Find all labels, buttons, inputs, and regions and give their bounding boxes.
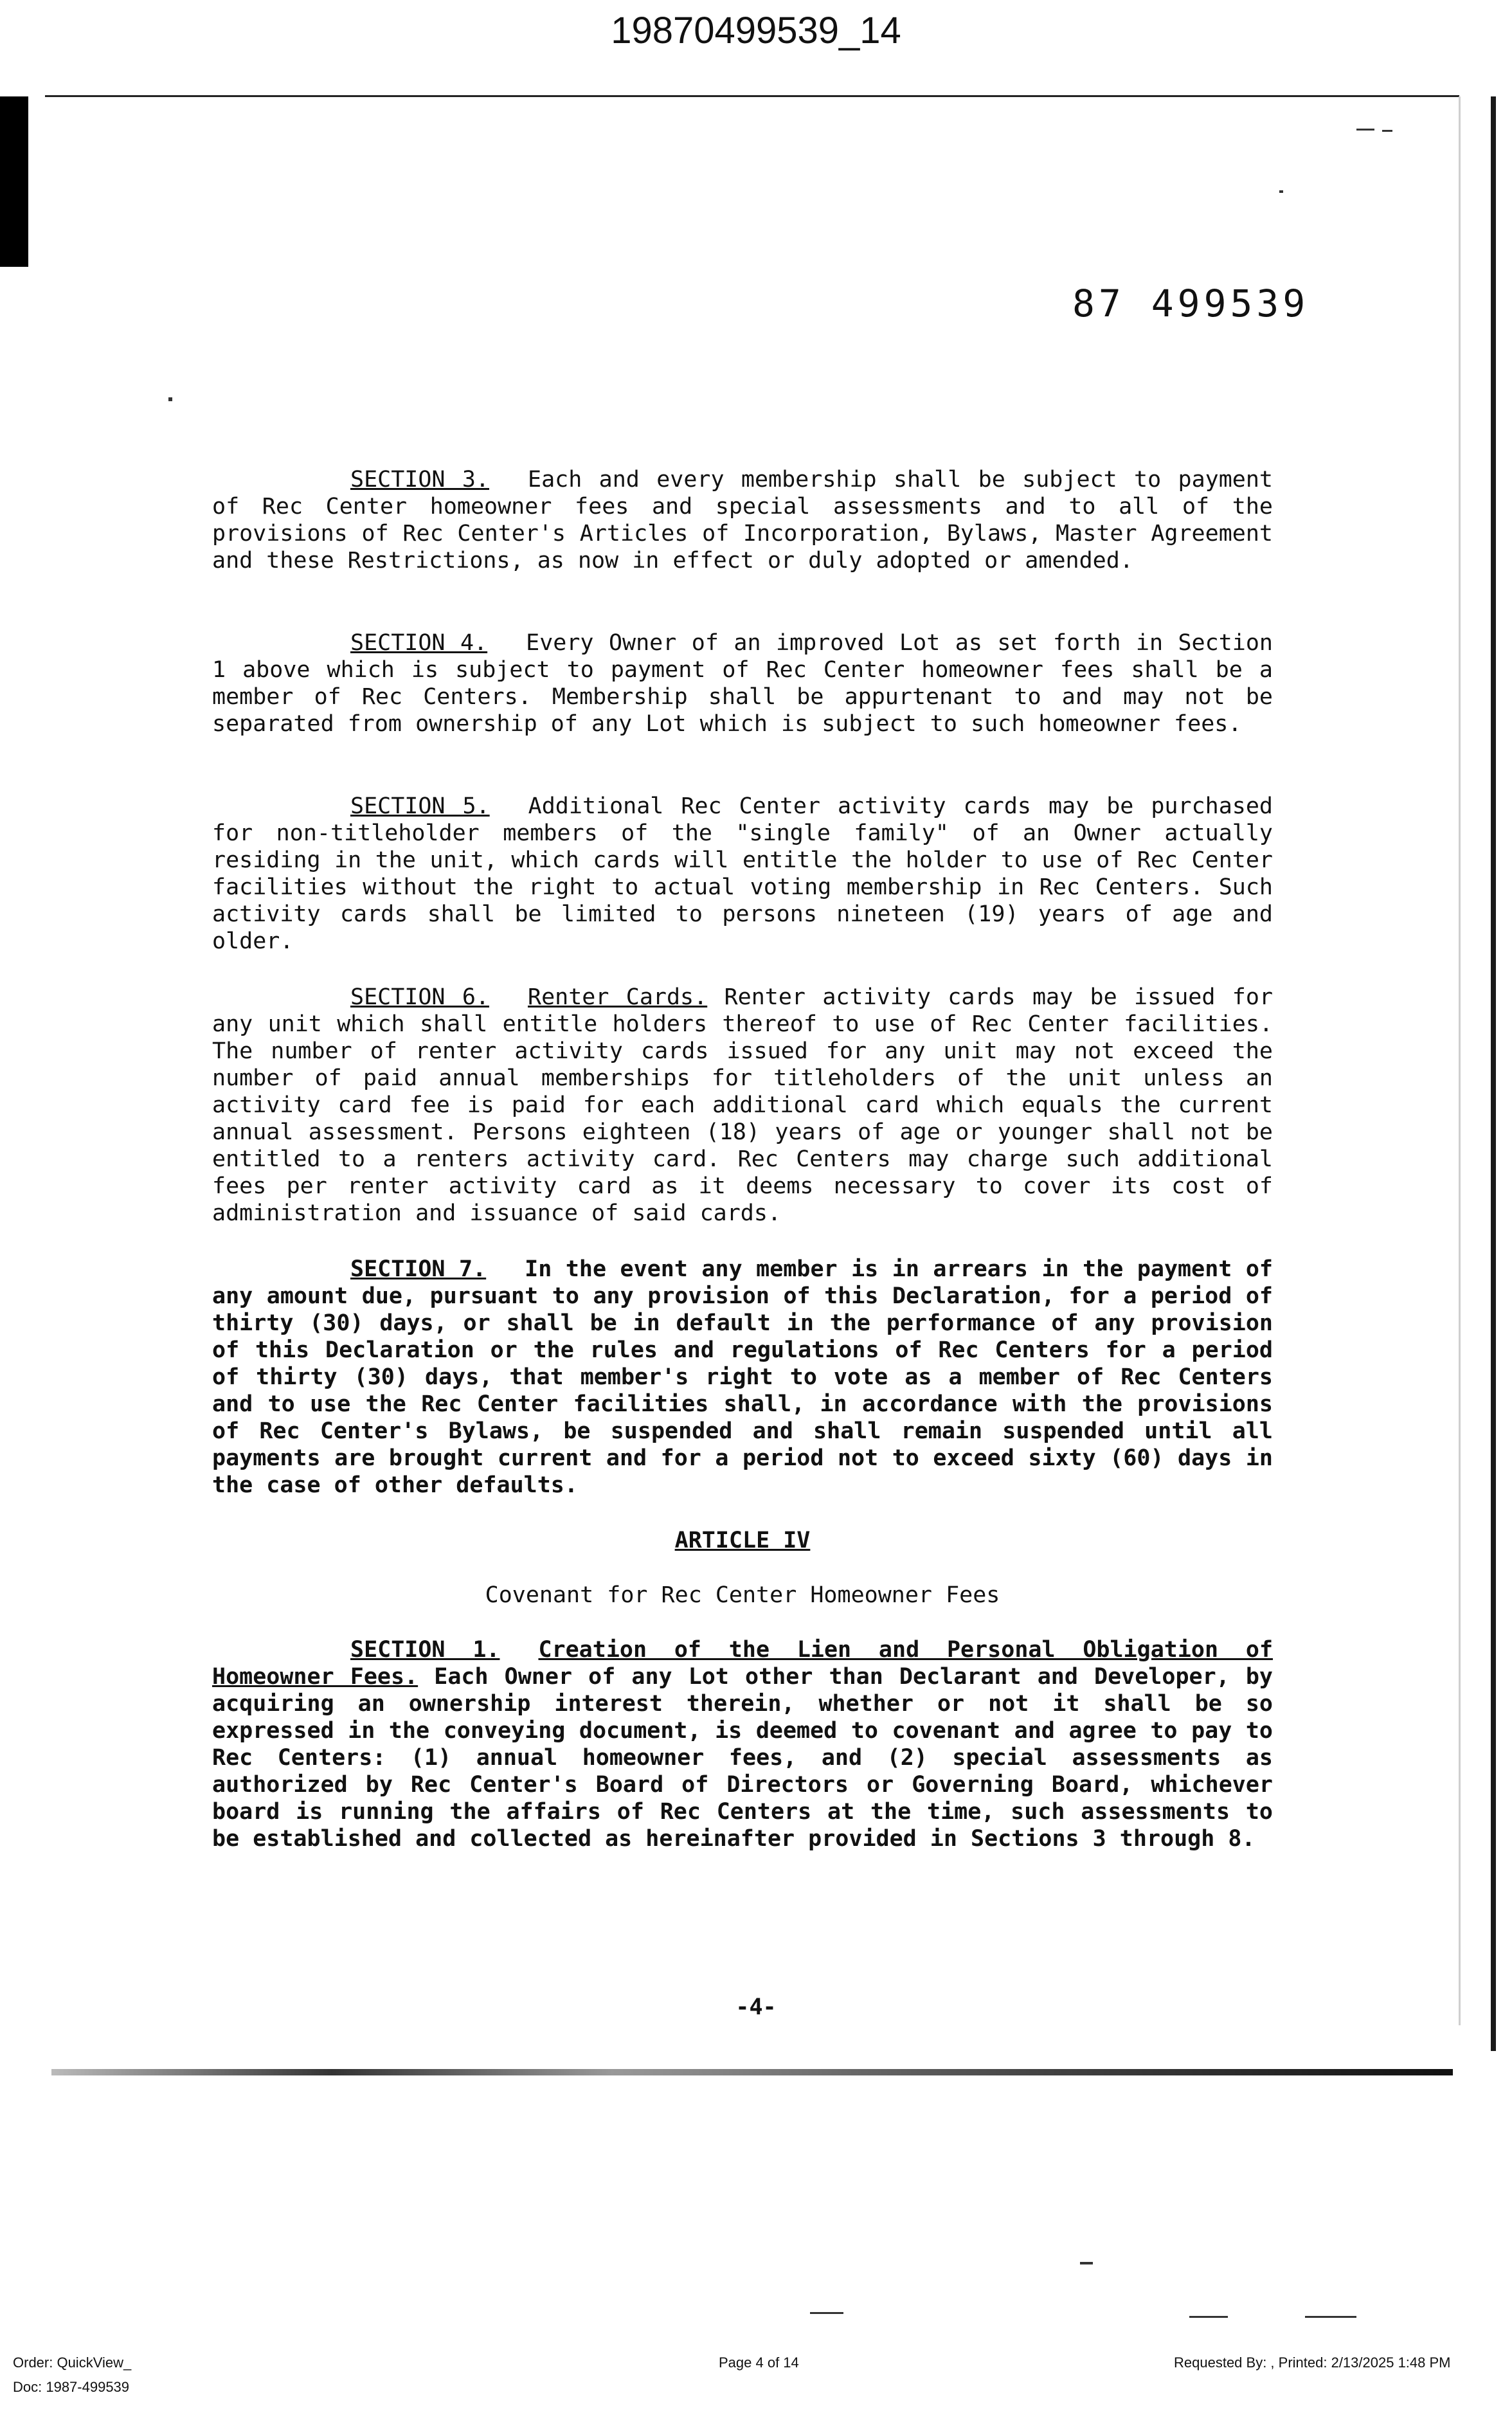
scan-speck xyxy=(1356,129,1374,131)
header-divider xyxy=(45,95,1459,97)
footer-requested: Requested By: , Printed: 2/13/2025 1:48 PM xyxy=(1174,2354,1451,2371)
footer-order: Order: QuickView_ xyxy=(13,2354,132,2371)
footer-doc: Doc: 1987-499539 xyxy=(13,2379,130,2395)
article-subtitle: Covenant for Rec Center Homeowner Fees xyxy=(485,1582,1000,1608)
article-section-1-text: Each Owner of any Lot other than Declarant and Developer, by acquiring an ownership interest therein, whether or not it shall be so expressed in the conveying document, is deemed to covenant and agree to pay to Rec Centers: (1) annual homeowner fees, and (2) special assessments as authorized by Rec Center's Board of Directors or Governing Board, whichever board is running the affairs of Rec Centers at the time, such assessments to be established and collected as hereinafter provided in Sections 3 through 8. xyxy=(212,1664,1273,1852)
section-4 xyxy=(212,629,1273,737)
recording-number: 87 499539 xyxy=(1072,282,1310,325)
scan-speck xyxy=(168,397,172,401)
section-4-text: Every Owner of an improved Lot as set forth in Section 1 above which is subject to payment of Rec Center homeowner fees shall be a member of Rec Centers. Membership shall be appurtenant to and may not be separated from ownership of any Lot which is subject to such homeowner fees. xyxy=(212,630,1273,737)
scan-bottom-smear xyxy=(51,2069,1453,2075)
scan-speck xyxy=(1305,2316,1356,2318)
section-6-text: Renter activity cards may be issued for any unit which shall entitle holders thereof to use of Rec Center facilities. The number of renter activity cards issued for any unit may not exceed the number of paid annual memberships for titleholders of the unit unless an activity card fee is paid for each additional card which equals the current annual assessment. Persons eighteen (18) years of age or younger shall not be entitled to a renters activity card. Rec Centers may charge such additional fees per renter activity card as it deems necessary to cover its cost of administration and issuance of said cards. xyxy=(212,984,1274,1226)
document-id-header: 19870499539_14 xyxy=(611,10,901,51)
scan-right-margin-line xyxy=(1459,96,1461,2025)
section-6-title: Renter Cards. xyxy=(528,984,708,1010)
section-5-text: Additional Rec Center activity cards may be purchased for non-titleholder members of the "single family" of an Owner actually residing in the unit, which cards will entitle the holder to use of Rec Center facilities without the right to actual voting membership in Rec Centers. Such activity cards shall be limited to persons nineteen (19) years of age and older. xyxy=(212,793,1273,954)
section-6 xyxy=(212,984,1273,1227)
article-section-1-title: Creation of the Lien and Personal Obligation of Homeowner Fees. xyxy=(212,1637,1274,1690)
scan-right-edge xyxy=(1491,96,1496,2051)
section-7-heading: SECTION 7. xyxy=(350,1256,487,1282)
article-section-1-heading: SECTION 1. xyxy=(350,1637,500,1663)
scan-speck xyxy=(1189,2316,1228,2318)
section-3-text: Each and every membership shall be subject to payment of Rec Center homeowner fees and special assessments and to all of the provisions of Rec Center's Articles of Incorporation, Bylaws, Master Agreement and these Restrictions, as now in effect or duly adopted or amended. xyxy=(212,467,1273,574)
footer-page: Page 4 of 14 xyxy=(719,2354,799,2371)
page-number: -4- xyxy=(735,1994,777,2020)
section-5-heading: SECTION 5. xyxy=(350,793,490,819)
section-3 xyxy=(212,466,1273,574)
section-6-heading: SECTION 6. xyxy=(350,984,489,1010)
scan-edge-bar xyxy=(0,96,28,267)
section-5 xyxy=(212,793,1273,955)
article-heading: ARTICLE IV xyxy=(674,1528,811,1553)
section-3-heading: SECTION 3. xyxy=(350,467,489,493)
article-section-1 xyxy=(212,1636,1273,1852)
scan-speck xyxy=(810,2312,843,2314)
section-4-heading: SECTION 4. xyxy=(350,630,488,656)
section-7 xyxy=(212,1256,1273,1499)
scan-speck xyxy=(1080,2262,1093,2264)
scan-speck xyxy=(1279,190,1283,193)
section-7-text: In the event any member is in arrears in the payment of any amount due, pursuant to any provision of this Declaration, for a period of thirty (30) days, or shall be in default in the performance of any provision of this Declaration or the rules and regulations of Rec Centers for a period of thirty (30) days, that member's right to vote as a member of Rec Centers and to use the Rec Center facilities shall, in accordance with the provisions of Rec Center's Bylaws, be suspended and shall remain suspended until all payments are brought current and for a period not to exceed sixty (60) days in the case of other defaults. xyxy=(212,1256,1274,1498)
scan-speck xyxy=(1382,130,1392,132)
